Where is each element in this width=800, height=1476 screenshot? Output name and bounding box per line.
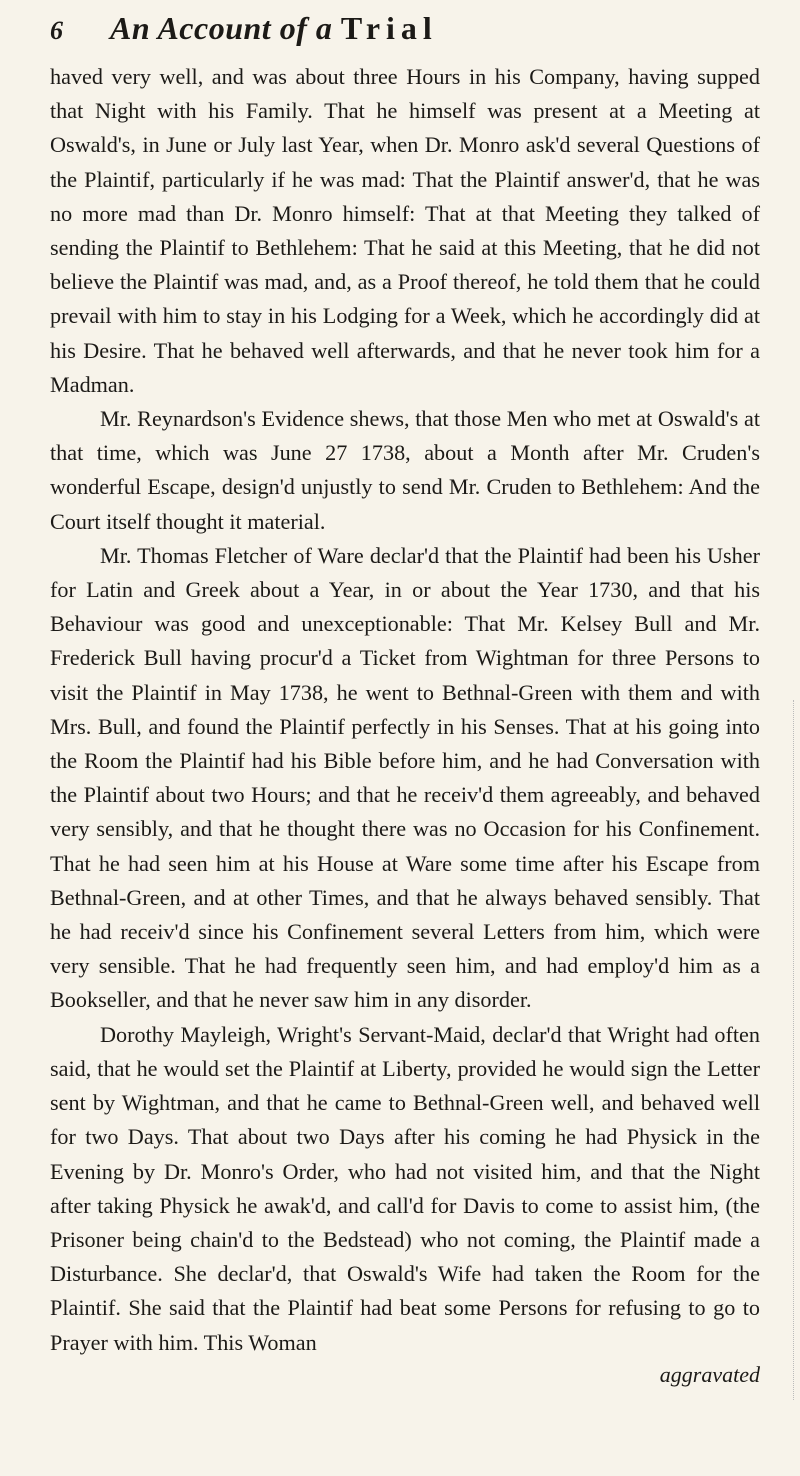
page-edge-shadow bbox=[779, 700, 794, 1400]
paragraph-3: Mr. Thomas Fletcher of Ware declar'd that the Plaintif had been his Usher for Latin and Greek about a Year, in or about the Year 1730, and that his Behaviour was good and unexceptionable: That Mr. Kelsey Bull and Mr. Frederick Bull having procur'd a Ticket from Wightman for three Persons to visit the Plaintif in May 1738, he went to Bethnal-Green with them and with Mrs. Bull, and found the Plaintif perfectly in his Senses. That at his going into the Room the Plaintif had his Bible before him, and he had Conversation with the Plaintif about two Hours; and that he receiv'd them agreeably, and behaved very sensibly, and that he thought there was no Occasion for his Confinement. That he had seen him at his House at Ware some time after his Escape from Bethnal-Green, and at other Times, and that he always behaved sensibly. That he had receiv'd since his Confinement several Letters from him, which were very sensible. That he had frequently seen him, and had employ'd him as a Bookseller, and that he never saw him in any disorder. bbox=[50, 542, 760, 1013]
paragraph-2: Mr. Reynardson's Evidence shews, that those Men who met at Oswald's at that time, which was June 27 1738, about a Month after Mr. Cruden's wonderful Escape, design'd unjustly to send Mr. Cruden to Bethlehem: And the Court itself thought it material. bbox=[50, 406, 760, 534]
page-number: 6 bbox=[50, 16, 63, 45]
paragraph-1: haved very well, and was about three Hours in his Company, having supped that Night with his Family. That he himself was present at a Meeting at Oswald's, in June or July last Year, when Dr. Monro ask'd several Questions of the Plaintif, particularly if he was mad: That the Plaintif answer'd, that he was no more mad than Dr. Monro himself: That at that Meeting they talked of sending the Plaintif to Bethlehem: That he said at this Meeting, that he did not believe the Plaintif was mad, and, as a Proof thereof, he told them that he could prevail with him to stay in his Lodging for a Week, which he accordingly did at his Desire. That he behaved well afterwards, and that he never took him for a Madman. bbox=[50, 64, 760, 397]
running-header bbox=[50, 10, 760, 60]
running-title bbox=[110, 10, 438, 47]
running-title-part1: An Account of a bbox=[110, 10, 333, 46]
running-title-part2: Trial bbox=[340, 10, 438, 46]
catchword: aggravated bbox=[659, 1361, 760, 1387]
body-text bbox=[50, 60, 760, 1360]
paragraph-4: Dorothy Mayleigh, Wright's Servant-Maid, declar'd that Wright had often said, that he would set the Plaintif at Liberty, provided he would sign the Letter sent by Wightman, and that he came to Bethnal-Green well, and behaved well for two Days. That about two Days after his coming he had Physick in the Evening by Dr. Monro's Order, who had not visited him, and that the Night after taking Physick he awak'd, and call'd for Davis to come to assist him, (the Prisoner being chain'd to the Bedstead) who not coming, the Plaintif made a Disturbance. She declar'd, that Oswald's Wife had taken the Room for the Plaintif. She said that the Plaintif had beat some Persons for refusing to go to Prayer with him. This Woman bbox=[50, 1021, 760, 1355]
